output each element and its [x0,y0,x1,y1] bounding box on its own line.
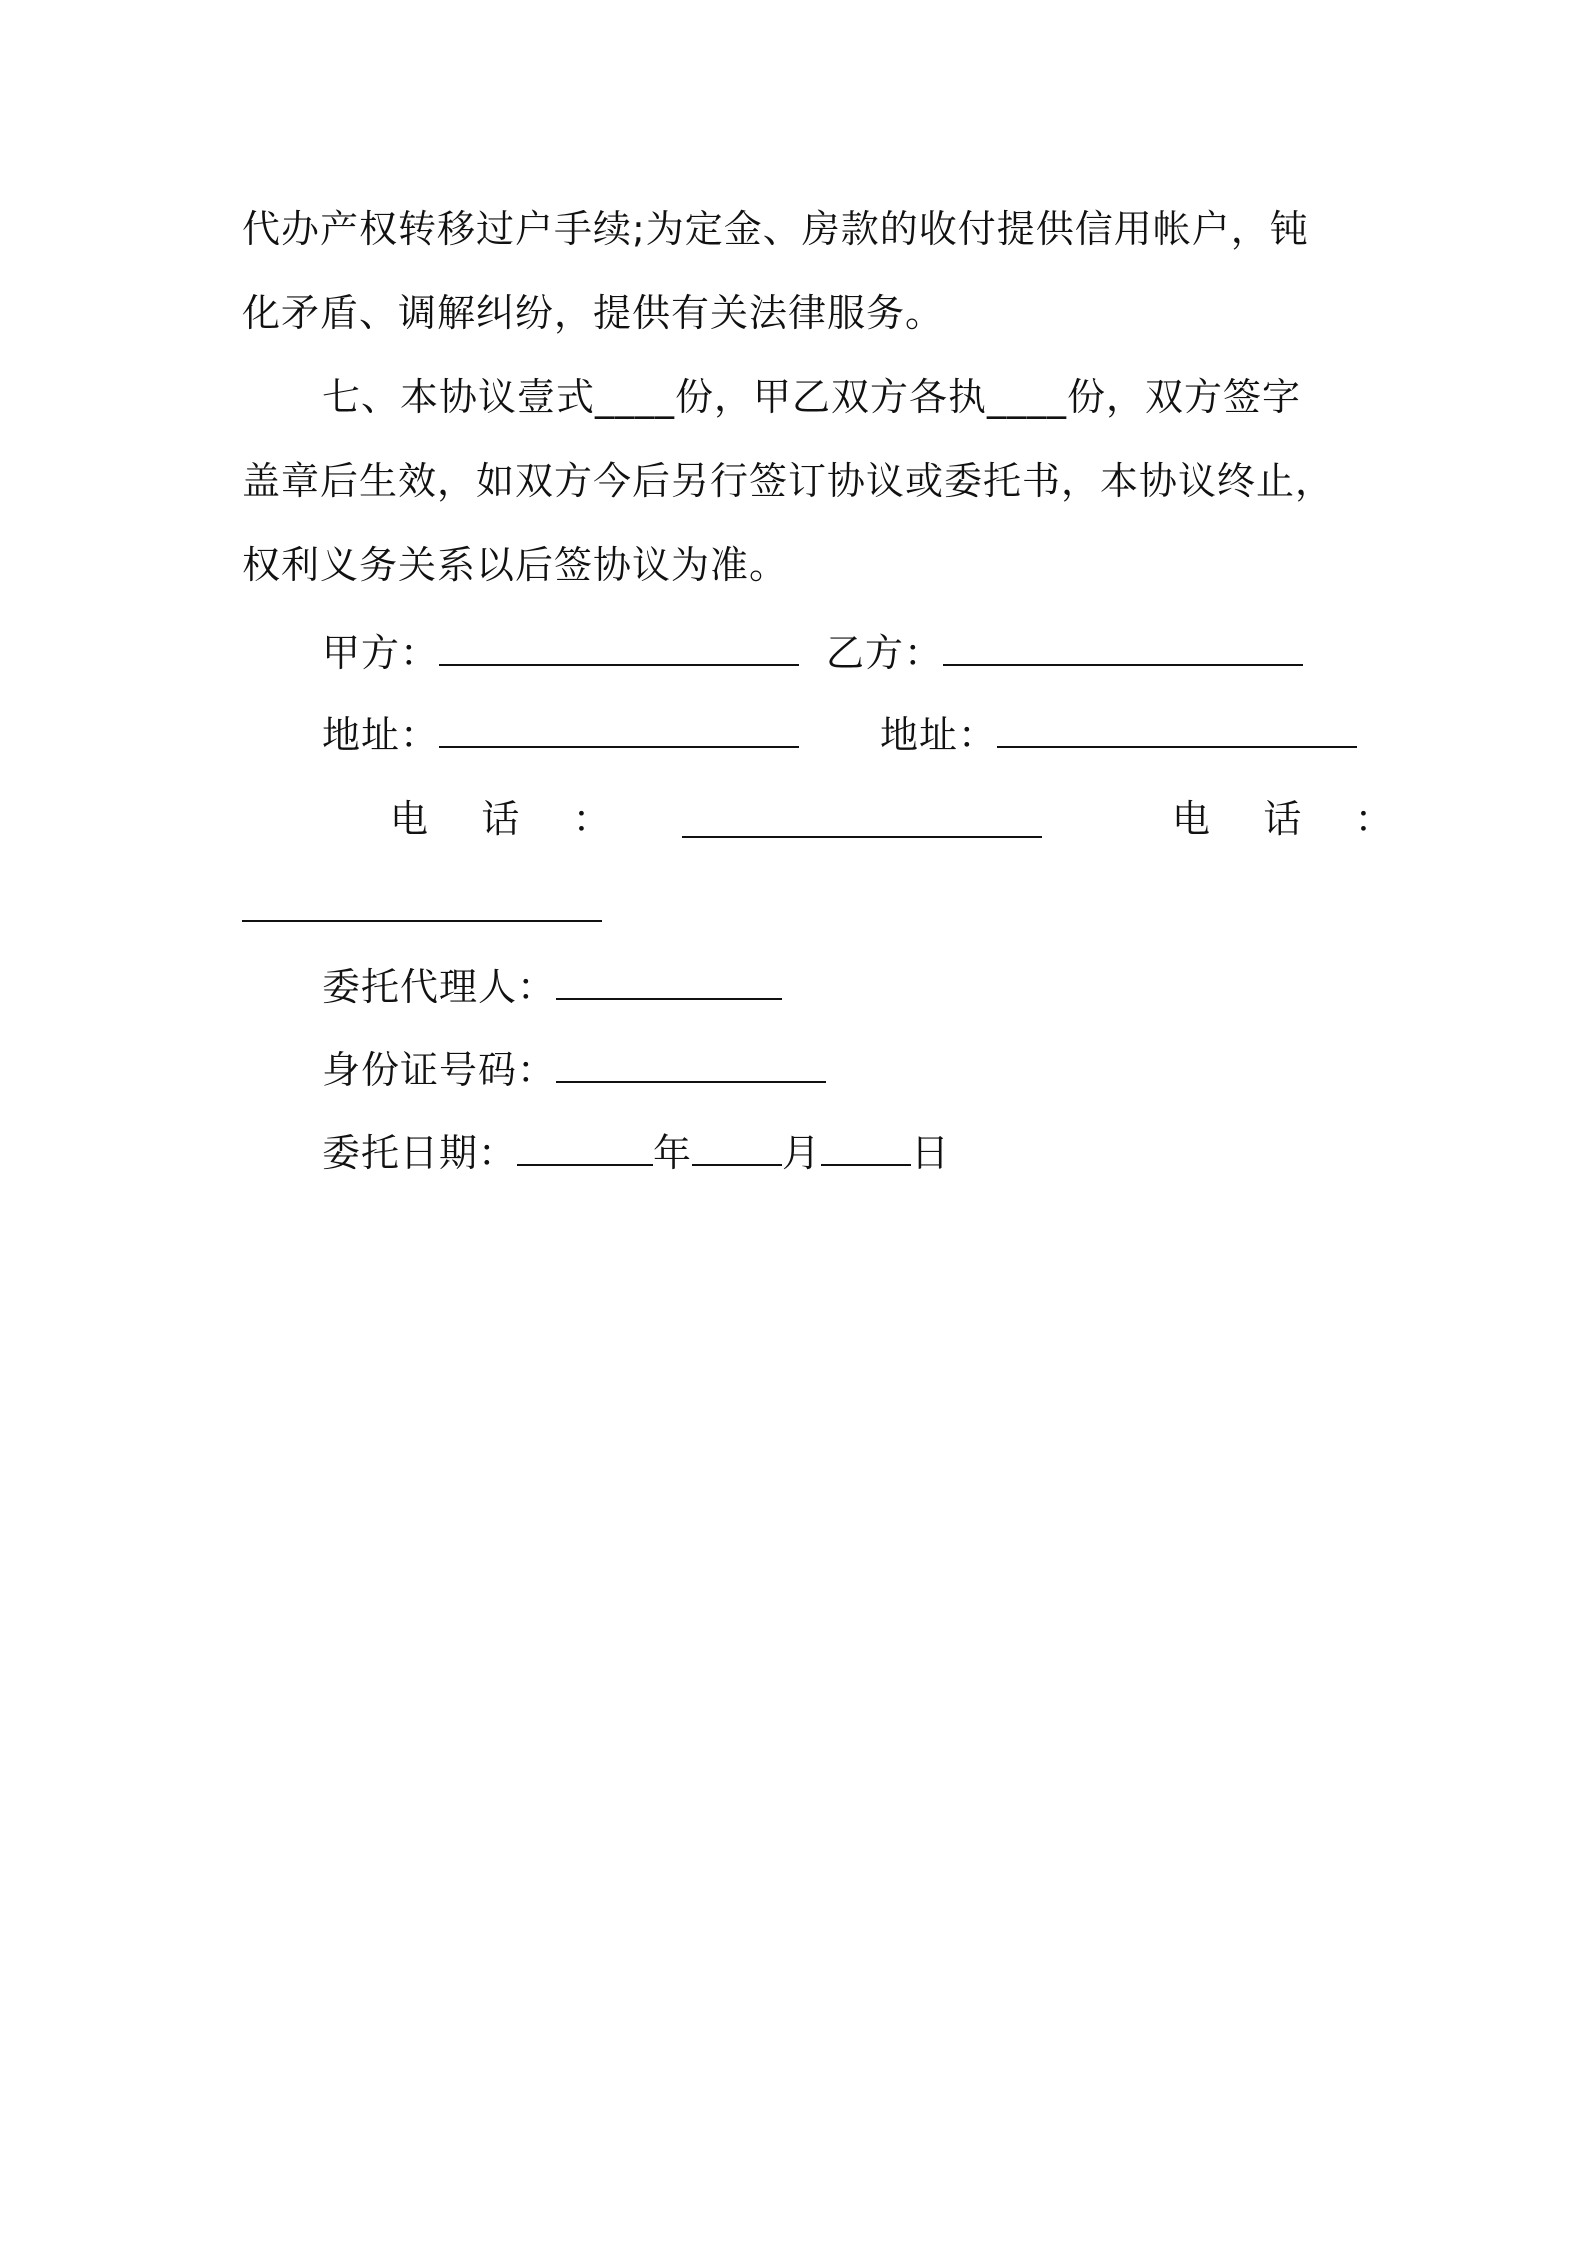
clause-7-line-1: 七、本协议壹式____份，甲乙双方各执____份，双方签字 [322,375,1302,419]
party-b-blank[interactable] [943,632,1303,666]
date-month-blank[interactable] [692,1132,782,1166]
date-day-label: 日 [911,1131,951,1175]
id-blank[interactable] [556,1049,826,1083]
date-day-blank[interactable] [821,1132,911,1166]
date-year-label: 年 [653,1131,693,1175]
address-b-label: 地址： [880,713,998,757]
address-b-row [880,711,1357,759]
phone-a-label: 电 话 ： [390,797,612,841]
id-row [322,1046,826,1094]
agent-row [322,963,782,1011]
address-a-blank[interactable] [439,714,799,748]
phone-b-label: 电 话 ： [1172,797,1394,841]
agent-blank[interactable] [556,966,782,1000]
party-b-label: 乙方： [826,631,944,675]
paragraph-1-line-2: 化矛盾、调解纠纷，提供有关法律服务。 [242,291,945,335]
clause-7-line-3: 权利义务关系以后签协议为准。 [242,543,789,587]
phone-b-blank[interactable] [242,888,602,922]
party-a-blank[interactable] [439,632,799,666]
address-a-row [322,711,799,759]
paragraph-1-line-1: 代办产权转移过户手续;为定金、房款的收付提供信用帐户，钝 [242,207,1309,251]
date-label: 委托日期： [322,1131,518,1175]
agent-label: 委托代理人： [322,965,557,1009]
clause-7-line-2: 盖章后生效，如双方今后另行签订协议或委托书，本协议终止， [242,459,1335,503]
date-row [322,1129,950,1177]
party-a-label: 甲方： [322,631,440,675]
date-year-blank[interactable] [517,1132,653,1166]
phone-a-blank[interactable] [682,804,1042,838]
date-month-label: 月 [782,1131,822,1175]
party-b-row [826,629,1303,677]
id-label: 身份证号码： [322,1048,557,1092]
party-a-row [322,629,799,677]
address-b-blank[interactable] [997,714,1357,748]
address-a-label: 地址： [322,713,440,757]
